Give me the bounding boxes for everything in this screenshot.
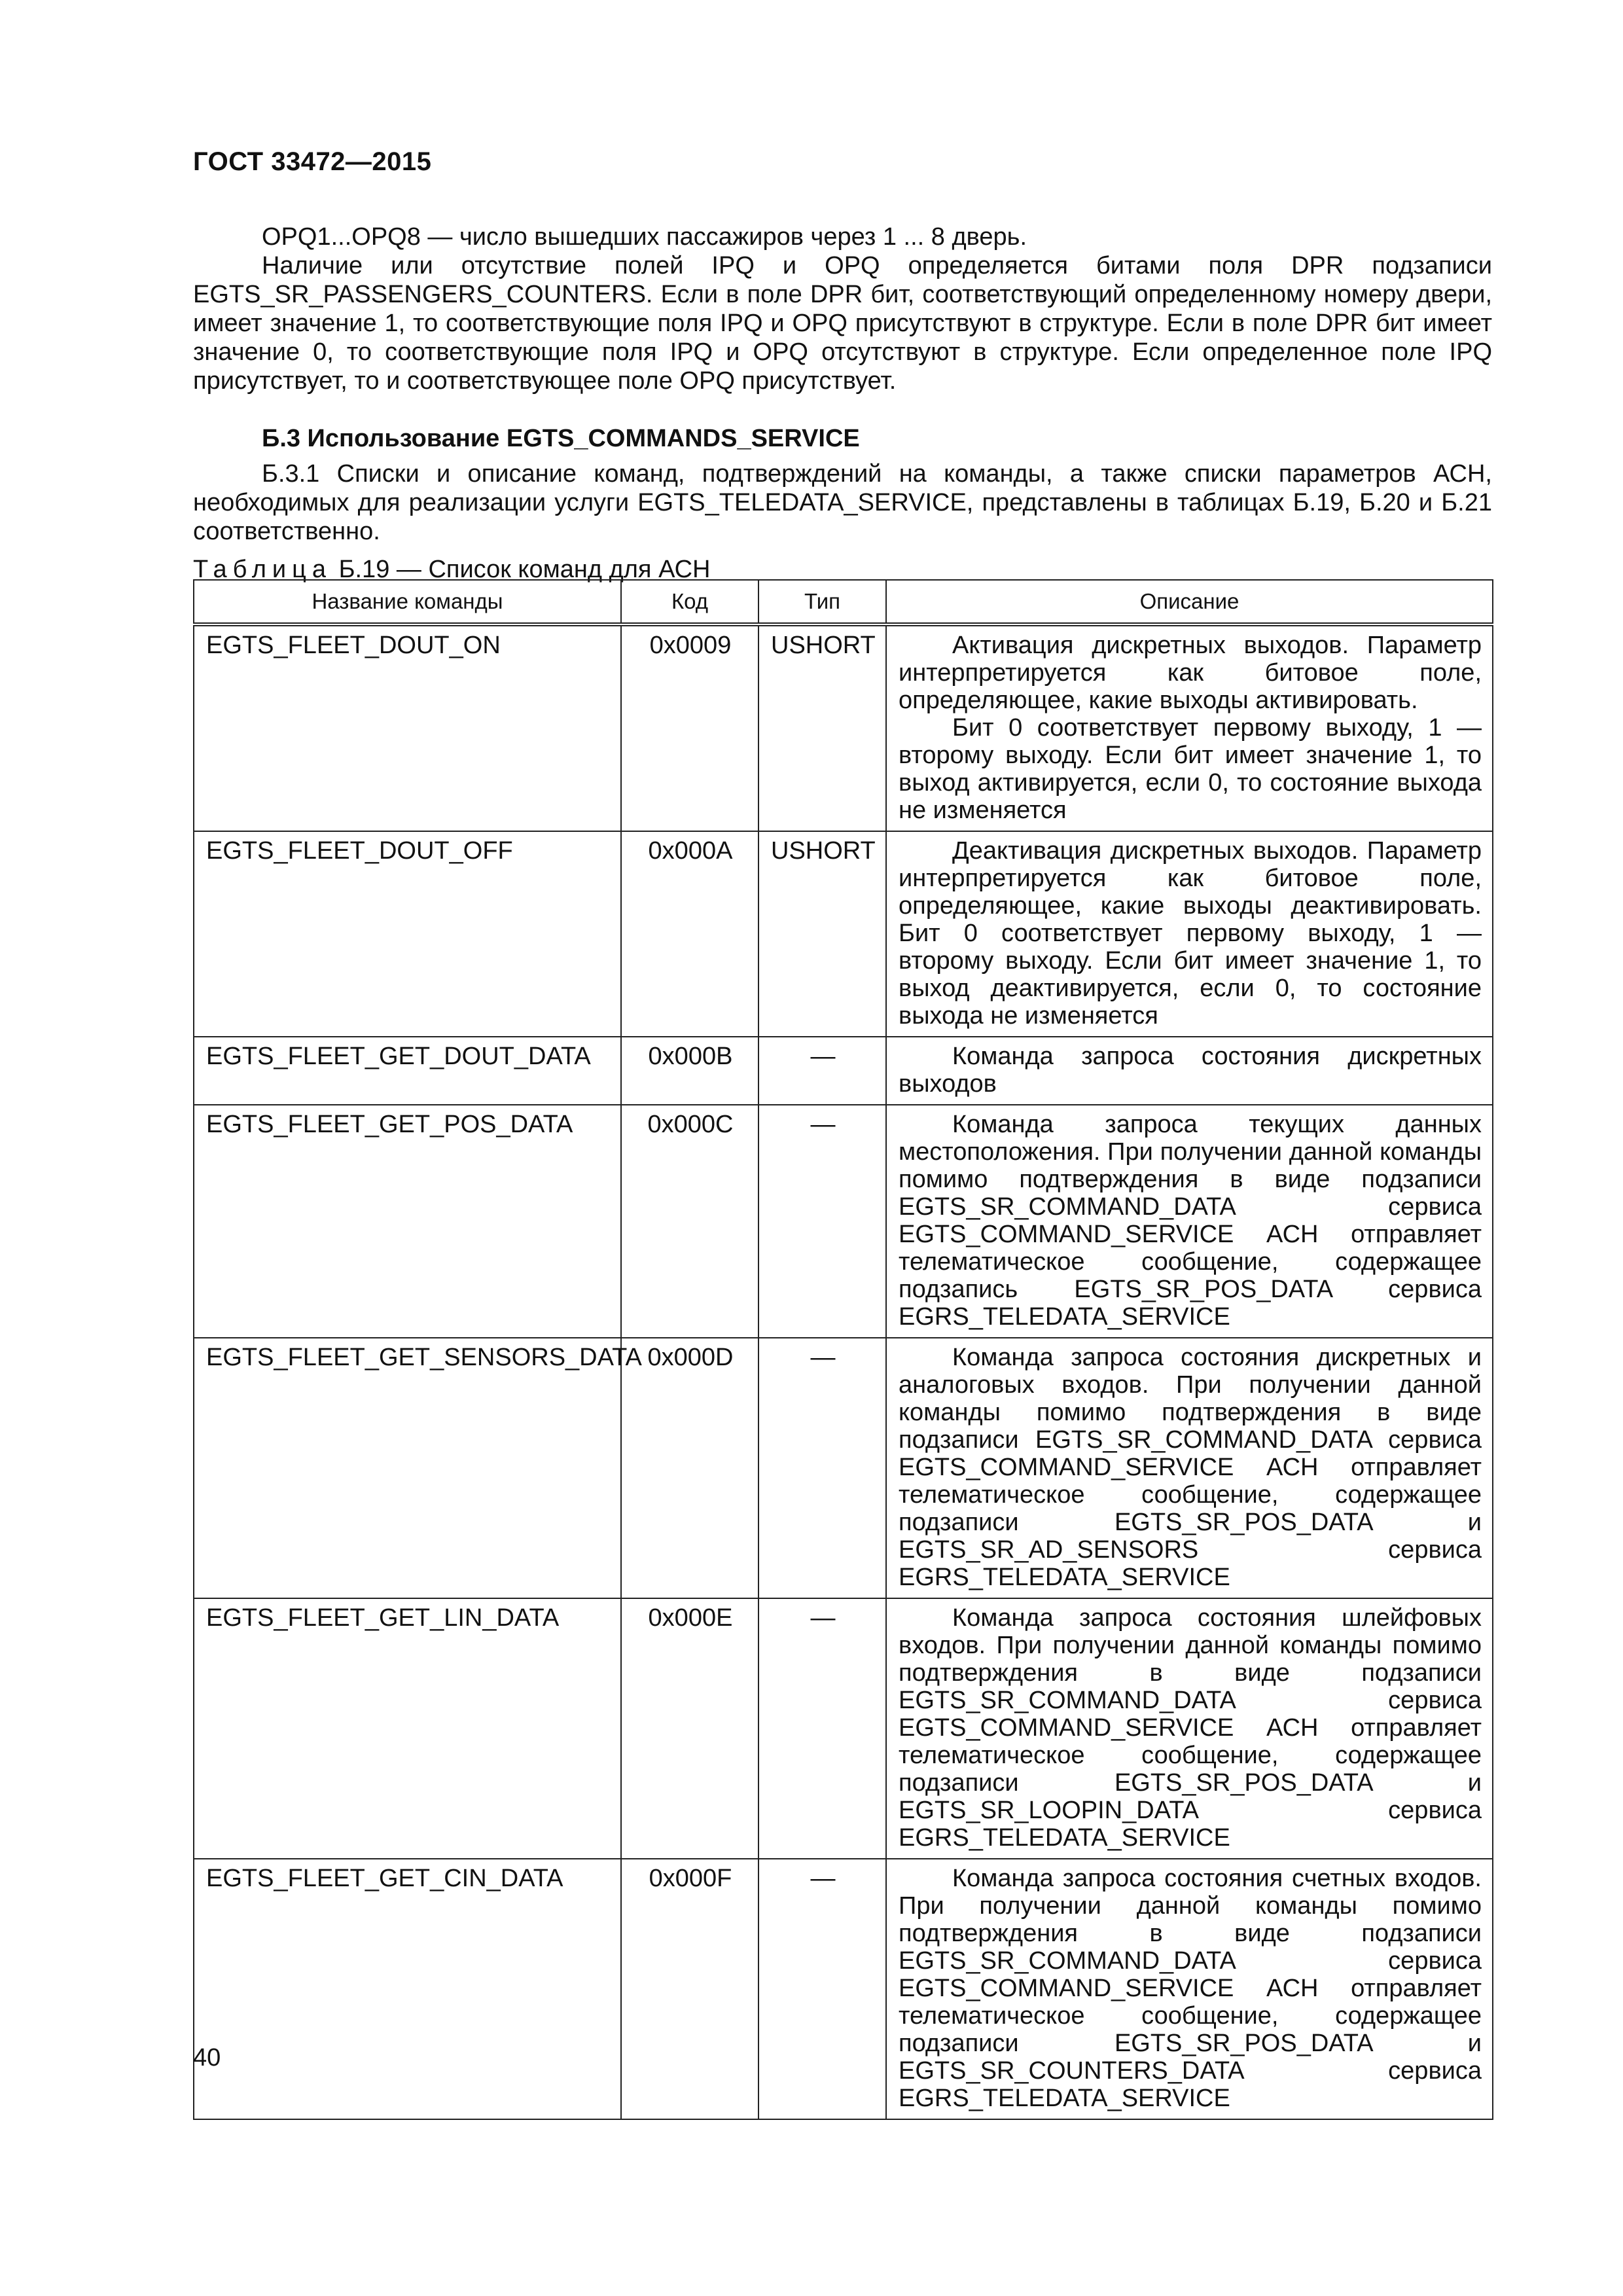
paragraph-b31: Б.3.1 Списки и описание команд, подтверждений на команды, а также списки параметров АСН, необходимых для реализации услуги EGTS_TELEDATA_SERVICE, представлены в таблицах Б.19, Б.20 и Б.21 соответственно. xyxy=(193,460,1492,545)
body-text xyxy=(193,223,1492,584)
command-description-cell xyxy=(886,1037,1493,1105)
command-name-cell: EGTS_FLEET_DOUT_OFF xyxy=(194,831,621,1037)
command-code-cell: 0x000D xyxy=(621,1338,758,1598)
command-name-cell: EGTS_FLEET_GET_LIN_DATA xyxy=(194,1598,621,1859)
paragraph-opq: OPQ1...OPQ8 — число вышедших пассажиров через 1 ... 8 дверь. xyxy=(262,223,1027,251)
command-code-cell: 0x000C xyxy=(621,1105,758,1338)
description-paragraph: Команда запроса состояния счетных входов. При получении данной команды помимо подтверждения в виде подзаписи EGTS_SR_COMMAND_DATA сервиса EGTS_COMMAND_SERVICE АСН отправляет телематическое сообщение, содержащее подзаписи EGTS_SR_POS_DATA и EGTS_SR_COUNTERS_DATA сервиса EGRS_TELEDATA_SERVICE xyxy=(899,1865,1482,2112)
command-code-cell: 0x000A xyxy=(621,831,758,1037)
command-name-cell: EGTS_FLEET_GET_CIN_DATA xyxy=(194,1859,621,2119)
column-header-code: Код xyxy=(621,580,758,624)
table-header-row xyxy=(194,580,1493,624)
command-description-cell xyxy=(886,1105,1493,1338)
description-paragraph: Активация дискретных выходов. Параметр интерпретируется как битовое поле, определяющее, какие выходы активировать. xyxy=(899,632,1482,714)
command-name-cell: EGTS_FLEET_DOUT_ON xyxy=(194,624,621,831)
table-row xyxy=(194,1598,1493,1859)
paragraph-ipq-opq-presence: Наличие или отсутствие полей IPQ и OPQ определяется битами поля DPR подзаписи EGTS_SR_PASSENGERS_COUNTERS. Если в поле DPR бит, соответствующий определенному номеру двери, имеет значение 1, то соответствующие поля IPQ и OPQ присутствуют в структуре. Если в поле DPR бит имеет значение 0, то соответствующие поля IPQ и OPQ отсутствуют в структуре. Если определенное поле IPQ присутствует, то и соответствующее поле OPQ присутствует. xyxy=(193,252,1492,395)
command-code-cell: 0x0009 xyxy=(621,624,758,831)
column-header-name: Название команды xyxy=(194,580,621,624)
command-type-cell: — xyxy=(758,1859,886,2119)
command-description-cell xyxy=(886,831,1493,1037)
table-caption-title: Б.19 — Список команд для АСН xyxy=(338,556,711,583)
command-type-cell: USHORT xyxy=(758,624,886,831)
command-code-cell: 0x000B xyxy=(621,1037,758,1105)
table-row xyxy=(194,1105,1493,1338)
description-paragraph: Команда запроса состояния дискретных и аналоговых входов. При получении данной команды помимо подтверждения в виде подзаписи EGTS_SR_COMMAND_DATA сервиса EGTS_COMMAND_SERVICE АСН отправляет телематическое сообщение, содержащее подзаписи EGTS_SR_POS_DATA и EGTS_SR_AD_SENSORS сервиса EGRS_TELEDATA_SERVICE xyxy=(899,1344,1482,1591)
command-type-cell: USHORT xyxy=(758,831,886,1037)
page-number: 40 xyxy=(193,2044,221,2072)
description-paragraph: Бит 0 соответствует первому выходу, 1 — второму выходу. Если бит имеет значение 1, то выход активируется, если 0, то состояние выхода не изменяется xyxy=(899,714,1482,824)
table-row xyxy=(194,1859,1493,2119)
command-description-cell xyxy=(886,1338,1493,1598)
column-header-description: Описание xyxy=(886,580,1493,624)
table-row xyxy=(194,624,1493,831)
table-caption-word: Таблица xyxy=(193,556,332,583)
table-row xyxy=(194,1037,1493,1105)
table-body xyxy=(194,624,1493,2119)
command-type-cell: — xyxy=(758,1598,886,1859)
commands-table xyxy=(193,579,1493,2120)
command-description-cell xyxy=(886,624,1493,831)
table-row xyxy=(194,1338,1493,1598)
command-type-cell: — xyxy=(758,1037,886,1105)
command-name-cell: EGTS_FLEET_GET_POS_DATA xyxy=(194,1105,621,1338)
command-description-cell xyxy=(886,1598,1493,1859)
description-paragraph: Команда запроса текущих данных местоположения. При получении данной команды помимо подтверждения в виде подзаписи EGTS_SR_COMMAND_DATA сервиса EGTS_COMMAND_SERVICE АСН отправляет телематическое сообщение, содержащее подзапись EGTS_SR_POS_DATA сервиса EGRS_TELEDATA_SERVICE xyxy=(899,1111,1482,1331)
description-paragraph: Деактивация дискретных выходов. Параметр интерпретируется как битовое поле, определяющее, какие выходы деактивировать. Бит 0 соответствует первому выходу, 1 — второму выходу. Если бит имеет значение 1, то выход деактивируется, если 0, то состояние выхода не изменяется xyxy=(899,837,1482,1030)
command-type-cell: — xyxy=(758,1338,886,1598)
table-row xyxy=(194,831,1493,1037)
section-heading: Б.3 Использование EGTS_COMMANDS_SERVICE xyxy=(262,425,860,452)
command-name-cell: EGTS_FLEET_GET_SENSORS_DATA xyxy=(194,1338,621,1598)
description-paragraph: Команда запроса состояния дискретных выходов xyxy=(899,1043,1482,1098)
command-code-cell: 0x000F xyxy=(621,1859,758,2119)
command-code-cell: 0x000E xyxy=(621,1598,758,1859)
command-name-cell: EGTS_FLEET_GET_DOUT_DATA xyxy=(194,1037,621,1105)
document-standard-id: ГОСТ 33472—2015 xyxy=(193,147,432,176)
command-description-cell xyxy=(886,1859,1493,2119)
command-type-cell: — xyxy=(758,1105,886,1338)
column-header-type: Тип xyxy=(758,580,886,624)
description-paragraph: Команда запроса состояния шлейфовых входов. При получении данной команды помимо подтверждения в виде подзаписи EGTS_SR_COMMAND_DATA сервиса EGTS_COMMAND_SERVICE АСН отправляет телематическое сообщение, содержащее подзаписи EGTS_SR_POS_DATA и EGTS_SR_LOOPIN_DATA сервиса EGRS_TELEDATA_SERVICE xyxy=(899,1604,1482,1852)
